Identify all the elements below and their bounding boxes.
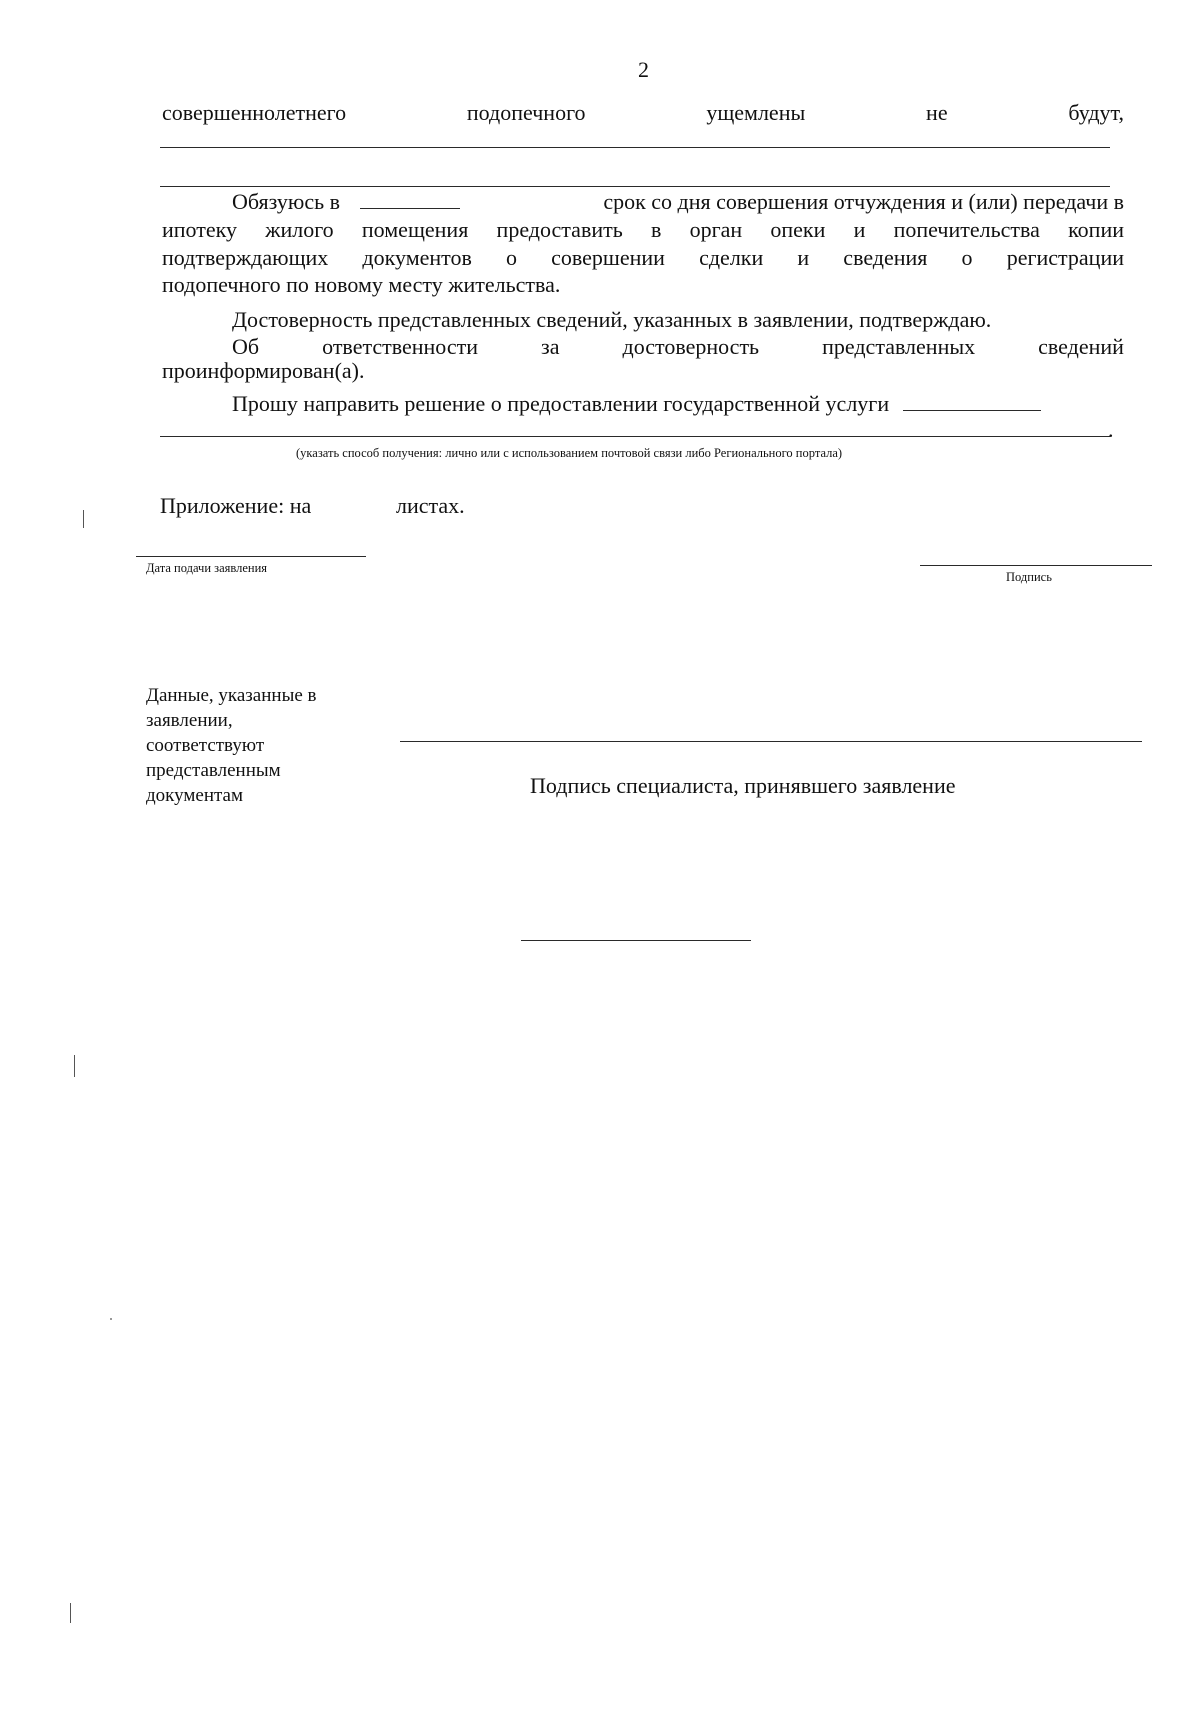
term-blank-field[interactable] <box>360 188 460 209</box>
receive-method-line[interactable] <box>160 436 1110 437</box>
obligation-line-1 <box>232 188 1124 216</box>
scan-mark <box>70 1603 71 1623</box>
attachment-label: Приложение: на <box>160 493 312 518</box>
data-confirm-label <box>146 683 376 808</box>
obligation-line-4: подопечного по новому месту жительства. <box>162 272 561 297</box>
specialist-signature-line[interactable] <box>400 741 1142 742</box>
confirm-paragraph: Достоверность представленных сведений, указанных в заявлении, подтверждаю. <box>232 307 992 332</box>
responsibility-word: Об <box>232 334 260 359</box>
top-word: ущемлены <box>706 100 806 125</box>
request-trailing-dot: . <box>1108 417 1114 442</box>
request-text: Прошу направить решение о предоставлении государственной услуги <box>232 391 890 416</box>
responsibility-word: ответственности <box>322 334 478 359</box>
top-paragraph-line <box>162 99 1124 127</box>
top-word: будут, <box>1068 100 1124 125</box>
responsibility-line-1 <box>232 333 1124 361</box>
fill-line <box>160 147 1110 148</box>
obligation-start: Обязуюсь в <box>232 189 341 214</box>
page-number: 2 <box>638 57 649 82</box>
scan-mark <box>110 1318 112 1320</box>
responsibility-word: сведений <box>1038 334 1124 359</box>
data-confirm-line: соответствуют <box>146 735 265 756</box>
specialist-signature-label: Подпись специалиста, принявшего заявление <box>530 773 956 798</box>
fill-line <box>160 186 1110 187</box>
attachment-suffix: листах. <box>396 493 465 518</box>
top-word: не <box>926 100 948 125</box>
signature-label: Подпись <box>1006 570 1052 584</box>
request-line <box>232 390 1041 418</box>
data-confirm-line: представленным <box>146 760 281 781</box>
date-line[interactable] <box>136 556 366 557</box>
data-confirm-line: заявлении, <box>146 710 233 731</box>
data-confirm-line: Данные, указанные в <box>146 685 317 706</box>
obligation-end: срок со дня совершения отчуждения и (или) передачи в <box>603 189 1124 214</box>
obligation-line-3: подтверждающих документов о совершении сделки и сведения о регистрации <box>162 245 1124 270</box>
responsibility-line-2: проинформирован(а). <box>162 358 365 383</box>
responsibility-word: достоверность <box>622 334 760 359</box>
top-word: совершеннолетнего <box>162 100 347 125</box>
signature-line[interactable] <box>920 565 1152 566</box>
scan-mark <box>83 510 84 528</box>
data-confirm-line: документам <box>146 785 243 806</box>
date-label: Дата подачи заявления <box>146 561 268 575</box>
responsibility-word: представленных <box>822 334 976 359</box>
responsibility-word: за <box>541 334 560 359</box>
top-word: подопечного <box>466 100 586 125</box>
receive-method-hint: (указать способ получения: лично или с использованием почтовой связи либо Регионального портала) <box>296 446 843 460</box>
receive-method-field[interactable] <box>903 390 1041 411</box>
short-blank-line[interactable] <box>521 940 751 941</box>
scan-mark <box>74 1055 75 1077</box>
obligation-line-2: ипотеку жилого помещения предоставить в орган опеки и попечительства копии <box>162 217 1124 242</box>
